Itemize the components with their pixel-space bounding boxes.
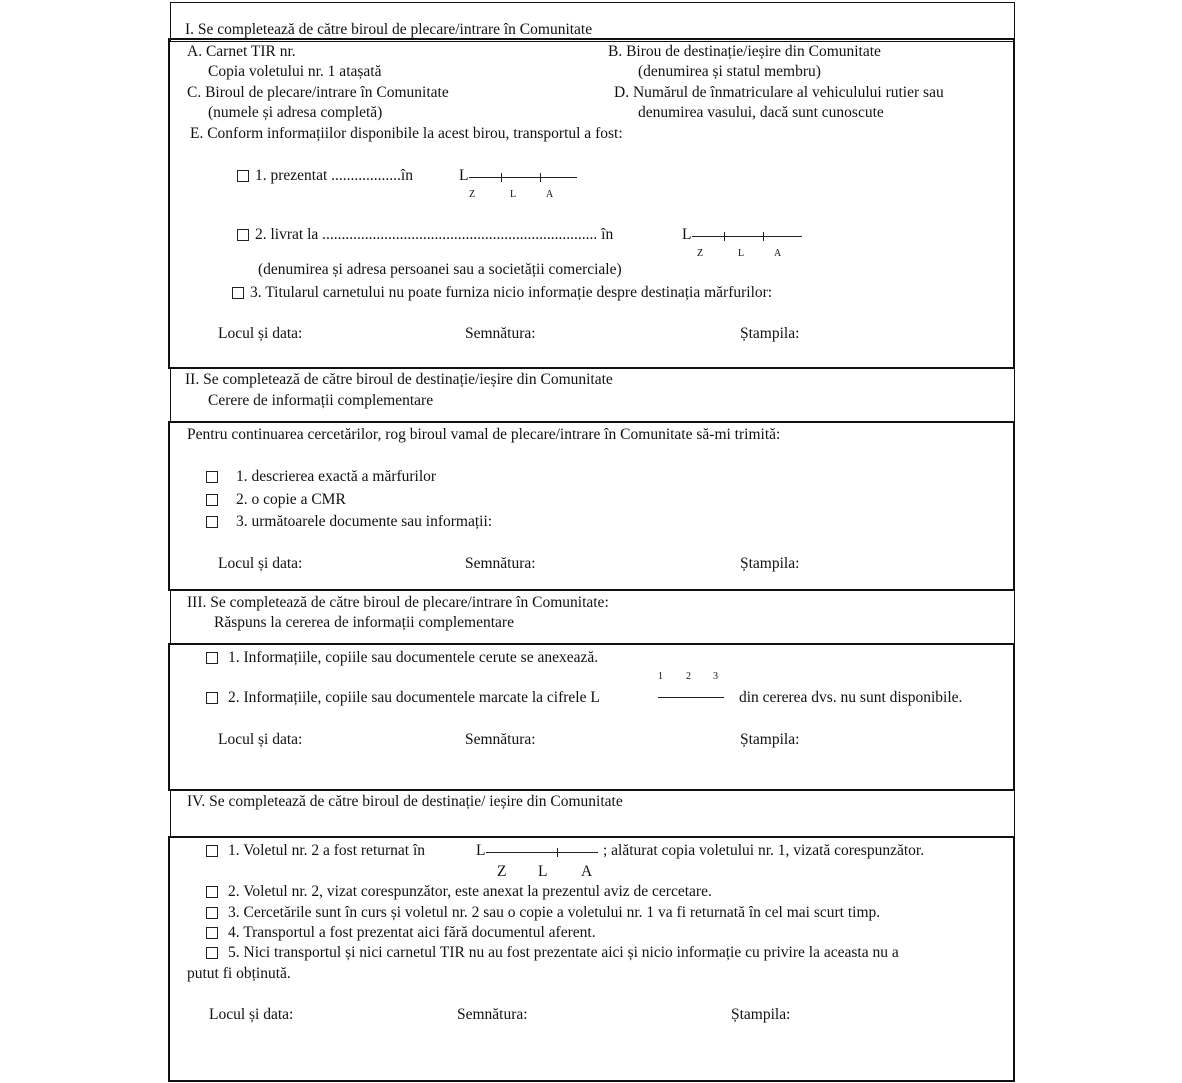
result-item-returned: 1. Voletul nr. 2 a fost returnat în [228,842,426,859]
checkbox-not-available[interactable] [206,692,218,704]
place-date-label: Locul și data: [218,325,303,342]
response-item-attached: 1. Informațiile, copiile sau documentele cerute se anexează. [228,649,599,666]
field-b-label: B. Birou de destinație/ieșire din Comunitate [608,43,881,60]
result-item-not-presented-cont: putut fi obținută. [187,965,291,982]
place-date-label: Locul și data: [218,731,303,748]
date-field-tick [501,173,502,182]
field-a-label: A. Carnet TIR nr. [187,43,296,60]
checkbox-description[interactable] [206,471,218,483]
checkbox-in-progress[interactable] [206,907,218,919]
digit-1: 1 [658,671,663,682]
signature-label: Semnătura: [465,731,536,748]
stamp-label: Ștampila: [740,325,800,342]
place-date-label: Locul și data: [209,1006,294,1023]
checkbox-attached[interactable] [206,652,218,664]
response-item-not-available: 2. Informațiile, copiile sau documentele marcate la cifrele L [228,689,600,706]
date-letter-l: L [510,189,517,200]
field-c-label: C. Biroul de plecare/intrare în Comunitate [187,84,449,101]
checkbox-documents[interactable] [206,516,218,528]
section-3-header: III. Se completează de către biroul de plecare/intrare în Comunitate: [187,594,609,611]
date-field-tick [540,173,541,182]
signature-label: Semnătura: [465,325,536,342]
digit-2: 2 [686,671,691,682]
stamp-label: Ștampila: [740,555,800,572]
checkbox-stamped-annexed[interactable] [206,886,218,898]
field-d-label: D. Numărul de înmatriculare al vehiculului rutier sau [614,84,944,101]
field-a-note: Copia voletului nr. 1 atașată [208,63,382,80]
date-letter-a: A [774,248,782,259]
section-1-header: I. Se completează de către biroul de plecare/intrare în Comunitate [185,21,593,38]
checkbox-delivered[interactable] [237,229,249,241]
option-presented-label: 1. prezentat ..................în [255,167,413,184]
digit-field-line [658,697,724,698]
date-letter-a: A [581,863,593,880]
stamp-label: Ștampila: [740,731,800,748]
result-item-no-document: 4. Transportul a fost prezentat aici fără documentul aferent. [228,924,596,941]
checkbox-no-information[interactable] [232,287,244,299]
request-item-cmr: 2. o copie a CMR [236,491,346,508]
option-delivered-note: (denumirea și adresa persoanei sau a societății comerciale) [258,261,622,278]
section-4-header: IV. Se completează de către biroul de destinație/ ieșire din Comunitate [187,793,623,810]
request-item-documents: 3. următoarele documente sau informații: [236,513,493,530]
signature-label: Semnătura: [465,555,536,572]
result-item-annexed: 2. Voletul nr. 2, vizat corespunzător, este anexat la prezentul aviz de cercetare. [228,883,712,900]
field-e-label: E. Conform informațiilor disponibile la acest birou, transportul a fost: [190,125,623,142]
field-b-note: (denumirea și statul membru) [638,63,821,80]
result-item-returned-end: ; alăturat copia voletului nr. 1, vizată corespunzător. [603,842,925,859]
checkbox-returned[interactable] [206,845,218,857]
checkbox-not-presented[interactable] [206,947,218,959]
stamp-label: Ștampila: [731,1006,791,1023]
place-date-label: Locul și data: [218,555,303,572]
checkbox-cmr-copy[interactable] [206,494,218,506]
date-field-l-marker: L [682,226,692,243]
date-field-tick [557,848,558,857]
date-field-tick [763,232,764,241]
section-3-subheader: Răspuns la cererea de informații complementare [214,614,514,631]
option-delivered-label: 2. livrat la ....................................................................... în [255,226,614,243]
checkbox-no-document[interactable] [206,927,218,939]
date-letter-l: L [538,863,548,880]
section-2-subheader: Cerere de informații complementare [208,392,434,409]
section-2-header: II. Se completează de către biroul de destinație/ieșire din Comunitate [185,371,613,388]
date-letter-z: Z [697,248,704,259]
date-field-l-marker: L [476,842,486,859]
result-item-in-progress: 3. Cercetările sunt în curs și voletul nr. 2 sau o copie a voletului nr. 1 va fi returnată în cel mai scurt timp. [228,904,881,921]
date-field-line [486,852,598,853]
request-item-description: 1. descrierea exactă a mărfurilor [236,468,437,485]
date-letter-a: A [546,189,554,200]
request-text: Pentru continuarea cercetărilor, rog biroul vamal de plecare/intrare în Comunitate să-mi trimită: [187,426,781,443]
date-field-l-marker: L [459,167,469,184]
date-letter-l: L [738,248,745,259]
date-field-line [469,177,577,178]
digit-3: 3 [713,671,718,682]
checkbox-presented[interactable] [237,170,249,182]
signature-label: Semnătura: [457,1006,528,1023]
date-letter-z: Z [469,189,476,200]
date-letter-z: Z [497,863,507,880]
field-c-note: (numele și adresa completă) [208,104,383,121]
response-item-not-available-end: din cererea dvs. nu sunt disponibile. [739,689,963,706]
result-item-not-presented: 5. Nici transportul și nici carnetul TIR nu au fost prezentate aici și nicio informație cu privire la aceasta nu a [228,944,899,961]
field-d-note: denumirea vasului, dacă sunt cunoscute [638,104,884,121]
date-field-tick [724,232,725,241]
option-no-information-label: 3. Titularul carnetului nu poate furniza nicio informație despre destinația mărfurilor: [250,284,773,301]
date-field-line [692,236,802,237]
